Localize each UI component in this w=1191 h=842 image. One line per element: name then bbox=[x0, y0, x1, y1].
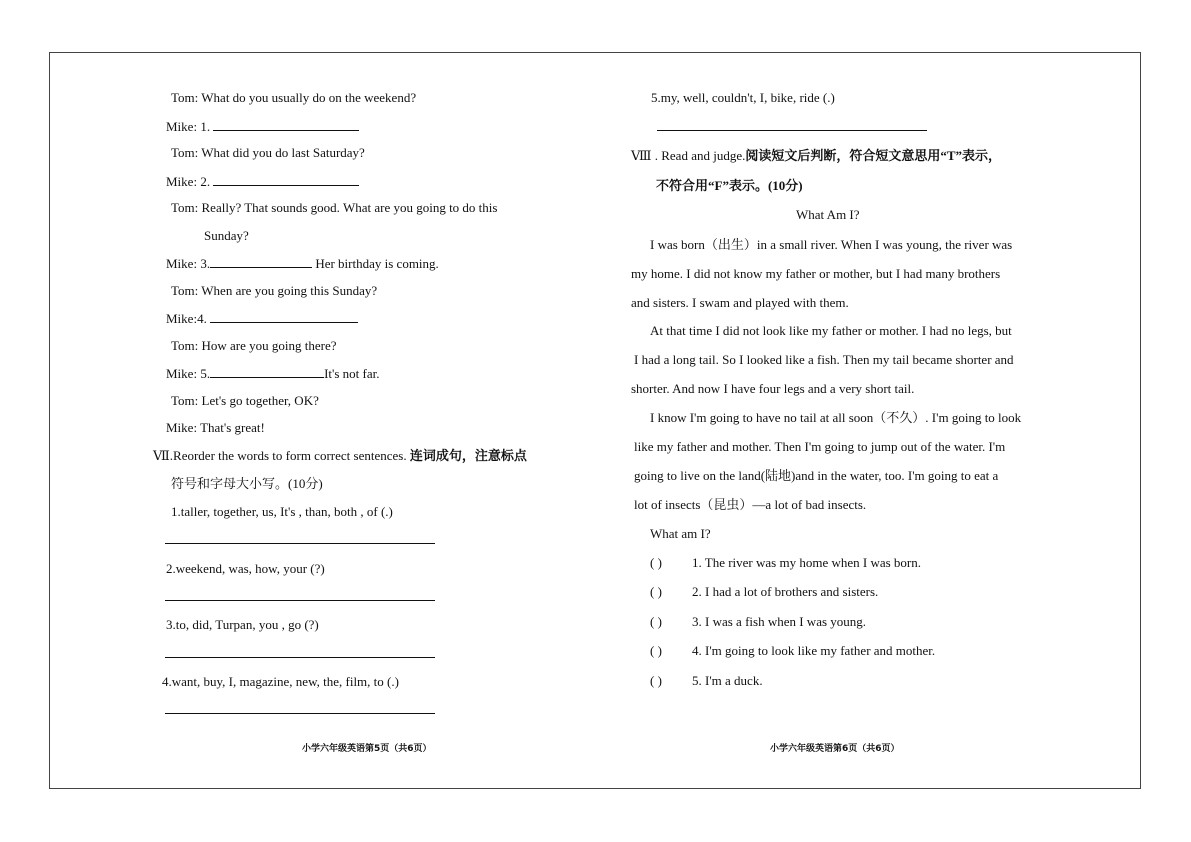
answer-line[interactable] bbox=[165, 600, 435, 601]
passage-question: What am I? bbox=[650, 526, 711, 541]
judgement-text: 4. I'm going to look like my father and mother. bbox=[692, 643, 936, 658]
section-8-title-line2: 不符合用“F”表示。(10分) bbox=[656, 178, 803, 193]
passage-line: going to live on the land(陆地)and in the water, too. I'm going to eat a bbox=[634, 468, 999, 483]
dialogue-text: That's great! bbox=[200, 420, 265, 435]
dialogue-text: 4. bbox=[197, 311, 207, 326]
speaker: Tom: bbox=[171, 393, 199, 408]
passage-line: I had a long tail. So I looked like a fish. Then my tail became shorter and bbox=[634, 352, 1014, 367]
dialogue-text: 1. bbox=[200, 119, 211, 134]
dialogue-line bbox=[166, 255, 439, 272]
section-8-title bbox=[631, 148, 1001, 164]
dialogue-text: What do you usually do on the weekend? bbox=[201, 90, 417, 105]
section-7-title bbox=[153, 448, 527, 464]
dialogue-text: Her birthday is coming. bbox=[315, 256, 439, 271]
answer-paren[interactable]: ( ) bbox=[650, 614, 662, 629]
dialogue-line bbox=[166, 365, 379, 382]
speaker: Mike: bbox=[166, 174, 198, 189]
dialogue-line bbox=[166, 173, 359, 190]
answer-blank[interactable] bbox=[210, 365, 324, 378]
judgement-text: 2. I had a lot of brothers and sisters. bbox=[692, 584, 879, 599]
passage-line: like my father and mother. Then I'm going to jump out of the water. I'm bbox=[634, 439, 1006, 454]
speaker: Mike: bbox=[166, 256, 198, 271]
dialogue-text: How are you going there? bbox=[201, 338, 337, 353]
reorder-item-1: 1.taller, together, us, It's , than, both , of (.) bbox=[171, 504, 393, 519]
reorder-item-2: 2.weekend, was, how, your (?) bbox=[166, 561, 325, 576]
judgement-text: 3. I was a fish when I was young. bbox=[692, 614, 867, 629]
answer-line[interactable] bbox=[165, 657, 435, 658]
reorder-item-3: 3.to, did, Turpan, you , go (?) bbox=[166, 617, 319, 632]
dialogue-text: 3. bbox=[200, 256, 211, 271]
section-7-title-line2: 符号和字母大小写。(10分) bbox=[171, 476, 323, 491]
page-footer-left: 小学六年级英语第5页（共6页） bbox=[302, 744, 432, 754]
reorder-item-4: 4.want, buy, I, magazine, new, the, film, to (.) bbox=[162, 674, 399, 689]
judgement-item bbox=[650, 555, 921, 571]
dialogue-line bbox=[171, 90, 416, 106]
answer-blank[interactable] bbox=[210, 310, 358, 323]
section-title-en: Ⅷ . Read and judge. bbox=[631, 148, 746, 163]
reorder-item-5: 5.my, well, couldn't, I, bike, ride (.) bbox=[651, 90, 835, 105]
answer-line[interactable] bbox=[657, 130, 927, 131]
dialogue-text: When are you going this Sunday? bbox=[201, 283, 378, 298]
dialogue-line bbox=[166, 310, 358, 327]
judgement-item bbox=[650, 673, 763, 689]
speaker: Mike: bbox=[166, 420, 198, 435]
answer-paren[interactable]: ( ) bbox=[650, 673, 662, 688]
passage-line: my home. I did not know my father or mother, but I had many brothers bbox=[631, 266, 1001, 281]
dialogue-text: 2. bbox=[200, 174, 211, 189]
dialogue-line bbox=[166, 420, 265, 436]
speaker: Mike: bbox=[166, 311, 198, 326]
dialogue-line bbox=[166, 118, 359, 135]
dialogue-line bbox=[171, 393, 319, 409]
speaker: Mike: bbox=[166, 366, 198, 381]
dialogue-text: Sunday? bbox=[204, 228, 249, 243]
judgement-text: 1. The river was my home when I was born. bbox=[692, 555, 922, 570]
answer-line[interactable] bbox=[165, 543, 435, 544]
speaker: Tom: bbox=[171, 90, 199, 105]
answer-blank[interactable] bbox=[213, 118, 359, 131]
passage-line: At that time I did not look like my father or mother. I had no legs, but bbox=[650, 323, 1012, 338]
dialogue-text: 5. bbox=[200, 366, 211, 381]
dialogue-text: Let's go together, OK? bbox=[201, 393, 319, 408]
page-footer-right: 小学六年级英语第6页（共6页） bbox=[770, 744, 900, 754]
answer-paren[interactable]: ( ) bbox=[650, 643, 662, 658]
passage-line: lot of insects（昆虫）—a lot of bad insects. bbox=[634, 497, 867, 512]
dialogue-text: What did you do last Saturday? bbox=[201, 145, 365, 160]
passage-line: I know I'm going to have no tail at all soon（不久）. I'm going to look bbox=[650, 410, 1022, 425]
judgement-item bbox=[650, 643, 935, 659]
dialogue-text: It's not far. bbox=[324, 366, 380, 381]
passage-title: What Am I? bbox=[796, 207, 860, 222]
judgement-text: 5. I'm a duck. bbox=[692, 673, 763, 688]
section-title-cn: 连词成句，注意标点 bbox=[409, 448, 527, 463]
dialogue-line bbox=[171, 145, 365, 161]
dialogue-line bbox=[171, 200, 497, 216]
section-title-cn: 阅读短文后判断，符合短文意思用“T”表示， bbox=[745, 148, 1002, 163]
answer-blank[interactable] bbox=[213, 173, 359, 186]
speaker: Tom: bbox=[171, 338, 199, 353]
dialogue-text: Really? That sounds good. What are you going to do this bbox=[201, 200, 498, 215]
answer-blank[interactable] bbox=[210, 255, 312, 268]
answer-paren[interactable]: ( ) bbox=[650, 555, 662, 570]
answer-paren[interactable]: ( ) bbox=[650, 584, 662, 599]
answer-line[interactable] bbox=[165, 713, 435, 714]
judgement-item bbox=[650, 614, 866, 630]
speaker: Tom: bbox=[171, 145, 199, 160]
speaker: Tom: bbox=[171, 283, 199, 298]
dialogue-line bbox=[171, 338, 337, 354]
judgement-item bbox=[650, 584, 878, 600]
speaker: Mike: bbox=[166, 119, 198, 134]
passage-line: I was born（出生）in a small river. When I was young, the river was bbox=[650, 237, 1013, 252]
passage-line: and sisters. I swam and played with them. bbox=[631, 295, 849, 310]
dialogue-line bbox=[171, 283, 377, 299]
speaker: Tom: bbox=[171, 200, 199, 215]
passage-line: shorter. And now I have four legs and a very short tail. bbox=[631, 381, 915, 396]
dialogue-line bbox=[204, 228, 249, 244]
section-title-en: Ⅶ.Reorder the words to form correct sentences. bbox=[153, 448, 407, 463]
